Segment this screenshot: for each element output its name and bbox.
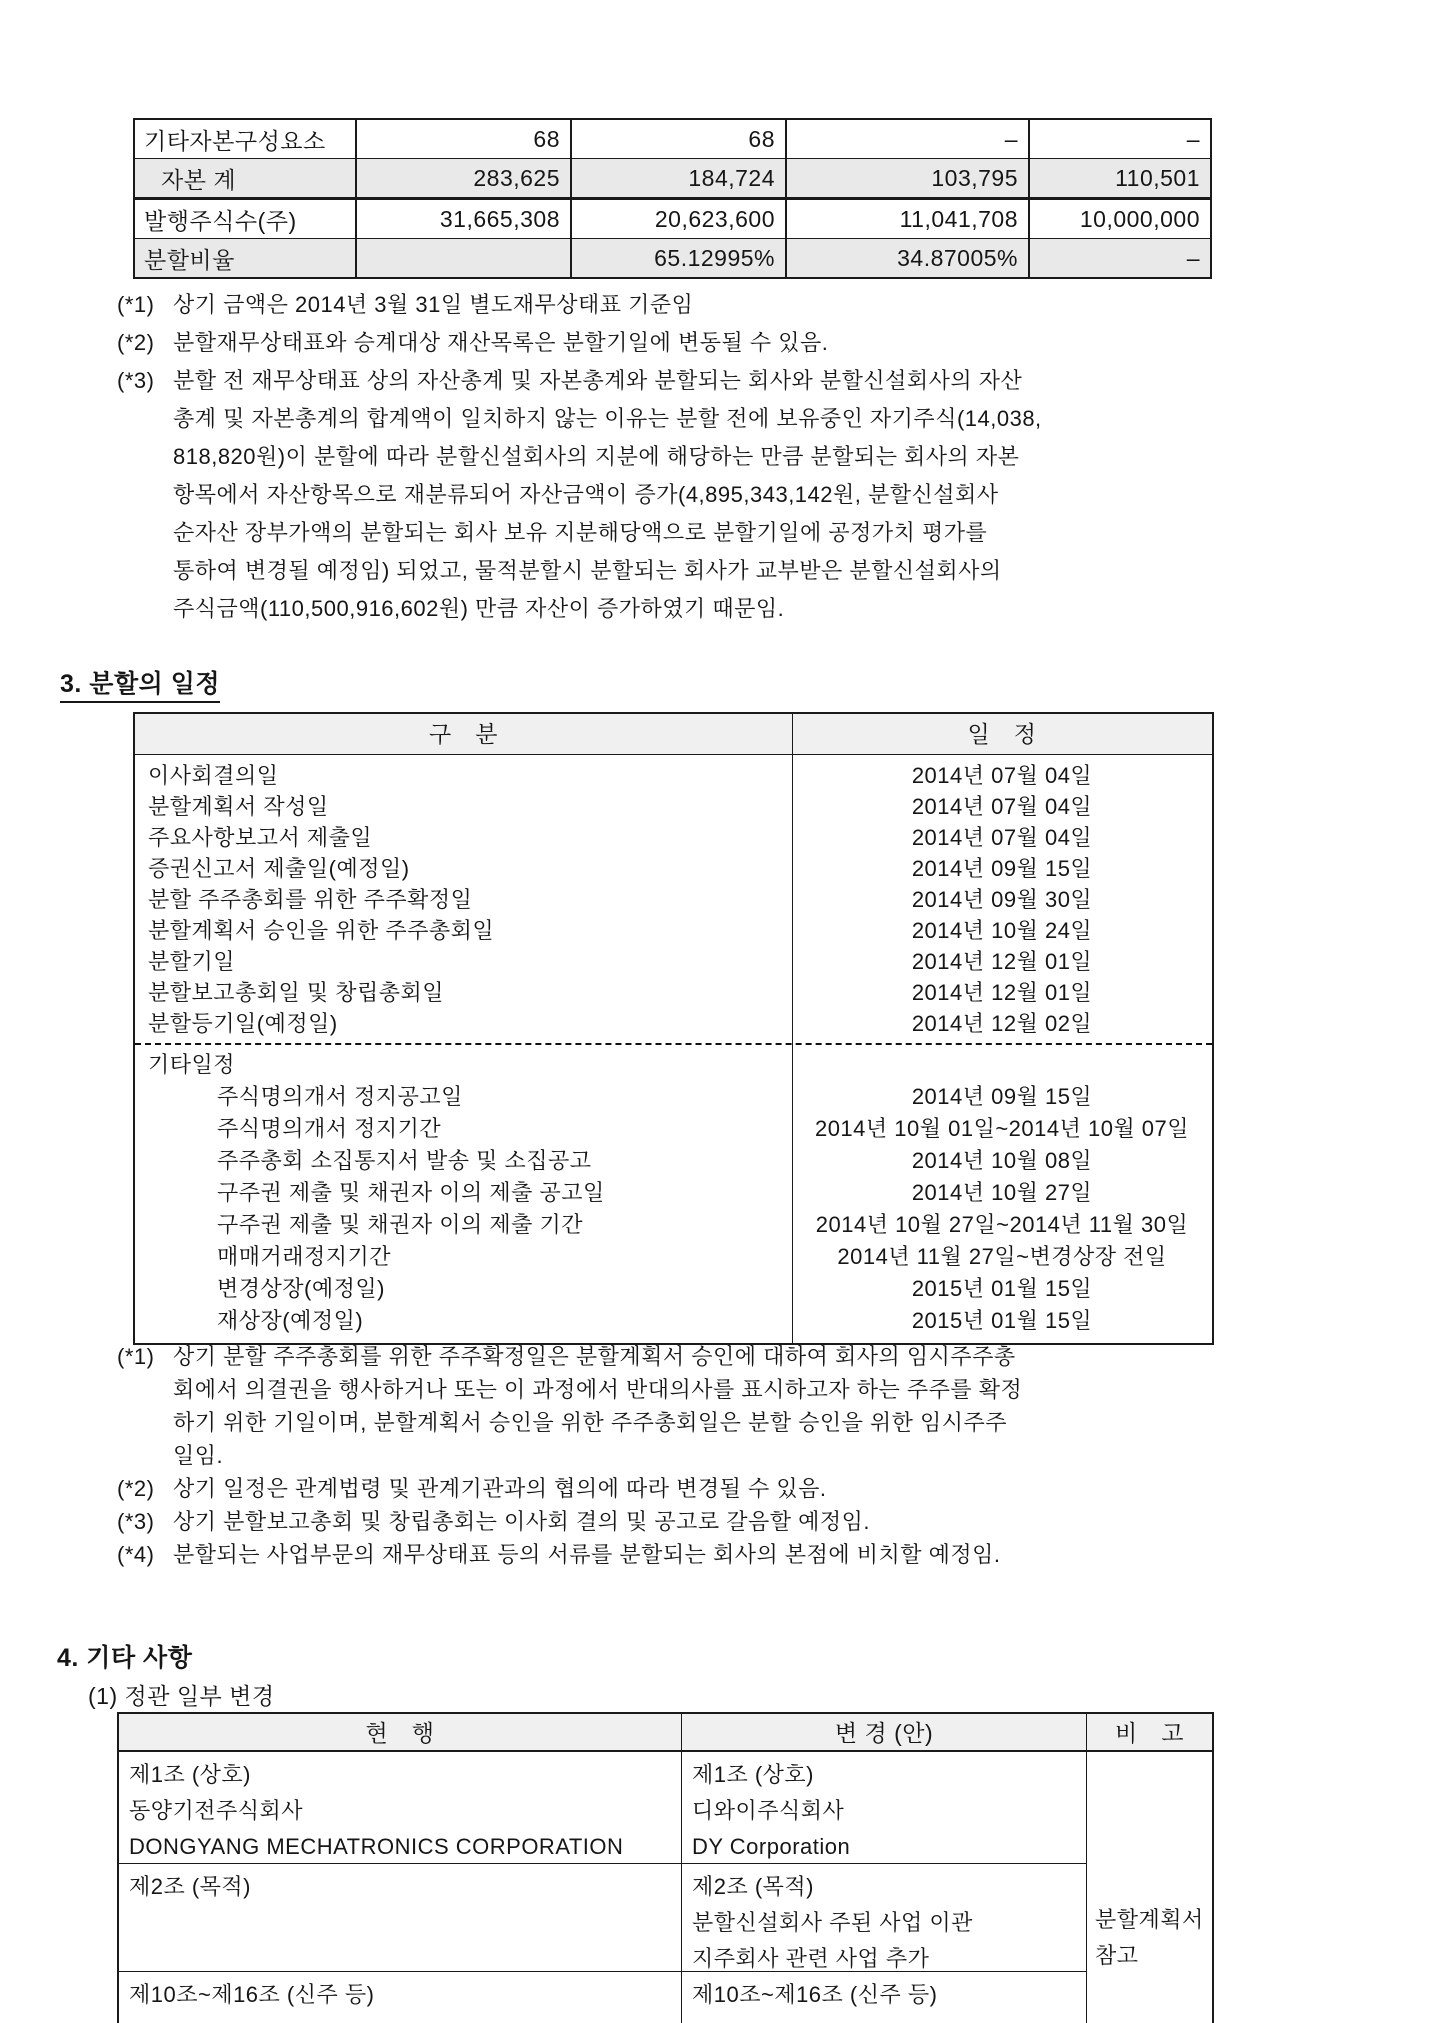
schedule-footnotes — [117, 1340, 1227, 1571]
cell-value: 20,623,600 — [571, 199, 786, 239]
schedule-item-date: 2014년 10월 27일~2014년 11월 30일 — [815, 1212, 1189, 1237]
row-label: 자본 계 — [134, 159, 356, 199]
amend-column-header: 변 경 (안) — [682, 1714, 1087, 1752]
schedule-item-date: 2015년 01월 15일 — [911, 1276, 1093, 1301]
cell-value: 65.12995% — [571, 239, 786, 279]
cell-value: 68 — [571, 119, 786, 159]
amend-changed-cell — [682, 1864, 1087, 1972]
amend-text-line: 제10조~제16조 (신주 등) — [129, 1982, 375, 2007]
amend-note-cell — [1087, 1752, 1212, 2023]
schedule-col-header-date: 일 정 — [967, 721, 1037, 747]
footnote-line: 회에서 의결권을 행사하거나 또는 이 과정에서 반대의사를 표시하고자 하는 주주를 확정 — [173, 1377, 1023, 1402]
footnote-marker: (*2) — [117, 330, 155, 355]
schedule-item-label: 분할계획서 작성일 — [148, 794, 329, 819]
footnote-marker: (*3) — [117, 368, 155, 393]
footnote-text — [173, 1472, 1227, 1505]
row-label: 분할비율 — [134, 239, 356, 279]
footnote-text — [173, 1505, 1227, 1538]
schedule-row — [135, 760, 1212, 791]
footnote-line: 818,820원)이 분할에 따라 분할신설회사의 지분에 해당하는 만큼 분할되는 회사의 자본 — [173, 444, 1020, 469]
schedule-row — [135, 946, 1212, 977]
footnote-text — [173, 362, 1227, 628]
footnote-marker: (*2) — [117, 1476, 155, 1501]
schedule-item-date: 2014년 12월 01일 — [911, 949, 1093, 974]
footnote-item — [117, 1505, 1227, 1538]
schedule-item-date: 2014년 11월 27일~변경상장 전일 — [837, 1244, 1167, 1269]
schedule-item-date: 2014년 12월 01일 — [911, 980, 1093, 1005]
footnote-item — [117, 1472, 1227, 1505]
schedule-row — [135, 915, 1212, 946]
schedule-etc-label: 기타일정 — [148, 1052, 236, 1077]
cell-value: 11,041,708 — [786, 199, 1029, 239]
amend-column-header: 현 행 — [119, 1714, 682, 1752]
schedule-etc-rows — [135, 1081, 1212, 1337]
articles-amendment-table — [117, 1712, 1214, 2023]
footnote-line: 분할재무상태표와 승계대상 재산목록은 분할기일에 변동될 수 있음. — [173, 330, 829, 355]
schedule-item-label: 주주총회 소집통지서 발송 및 소집공고 — [217, 1148, 592, 1173]
amend-text-line: 제10조~제16조 (신주 등) — [692, 1982, 938, 2007]
schedule-row — [135, 1081, 1212, 1113]
cell-value: 103,795 — [786, 159, 1029, 199]
schedule-item-label: 주식명의개서 정지공고일 — [217, 1084, 463, 1109]
schedule-item-label: 분할 주주총회를 위한 주주확정일 — [148, 887, 473, 912]
amend-text-line: 제2조 (목적) — [129, 1874, 252, 1899]
amend-text-line: 제2조 (목적) — [692, 1874, 815, 1899]
footnote-text — [173, 324, 1227, 362]
schedule-row — [135, 1209, 1212, 1241]
cell-value — [356, 239, 571, 279]
schedule-item-date: 2014년 07월 04일 — [911, 763, 1093, 788]
footnote-item — [117, 1340, 1227, 1472]
footnote-line: 통하여 변경될 예정임) 되었고, 물적분할시 분할되는 회사가 교부받은 분할신설회사의 — [173, 558, 1002, 583]
schedule-item-date: 2014년 07월 04일 — [911, 794, 1093, 819]
amend-column-header: 비 고 — [1087, 1714, 1212, 1752]
footnote-line: 하기 위한 기일이며, 분할계획서 승인을 위한 주주총회일은 분할 승인을 위한 임시주주 — [173, 1410, 1008, 1435]
schedule-row — [135, 1145, 1212, 1177]
footnote-item — [117, 1538, 1227, 1571]
schedule-item-date: 2014년 10월 27일 — [911, 1180, 1093, 1205]
capital-table-footnotes — [117, 286, 1227, 628]
division-schedule-table — [133, 712, 1214, 1345]
footnote-marker: (*1) — [117, 292, 155, 317]
amend-current-cell — [119, 1864, 682, 1972]
schedule-item-label: 증권신고서 제출일(예정일) — [148, 856, 410, 881]
footnote-item — [117, 324, 1227, 362]
footnote-line: 상기 분할보고총회 및 창립총회는 이사회 결의 및 공고로 갈음할 예정임. — [173, 1509, 870, 1534]
footnote-line: 분할되는 사업부문의 재무상태표 등의 서류를 분할되는 회사의 본점에 비치할 예정임. — [173, 1542, 1001, 1567]
schedule-item-date: 2014년 10월 08일 — [911, 1148, 1093, 1173]
schedule-item-label: 분할등기일(예정일) — [148, 1011, 338, 1036]
amend-current-cell — [119, 1972, 682, 2023]
schedule-row — [135, 822, 1212, 853]
table-row — [134, 199, 1211, 239]
table-row — [134, 119, 1211, 159]
footnote-line: 일임. — [173, 1443, 224, 1468]
schedule-row — [135, 1008, 1212, 1039]
table-row — [134, 159, 1211, 199]
amend-note-line: 참고 — [1095, 1943, 1139, 1968]
schedule-etc-section — [135, 1043, 1212, 1343]
schedule-item-label: 변경상장(예정일) — [217, 1276, 385, 1301]
amend-text-line: 분할신설회사 주된 사업 이관 — [692, 1910, 973, 1935]
footnote-item — [117, 286, 1227, 324]
schedule-item-date: 2014년 09월 15일 — [911, 1084, 1093, 1109]
table-row — [134, 239, 1211, 279]
cell-value: 31,665,308 — [356, 199, 571, 239]
amend-note-line: 분할계획서 — [1095, 1907, 1204, 1932]
schedule-item-date: 2015년 01월 15일 — [911, 1308, 1093, 1333]
section-3-title: 3. 분할의 일정 — [60, 664, 220, 703]
schedule-col-header-category: 구 분 — [429, 721, 498, 747]
schedule-item-label: 구주권 제출 및 채권자 이의 제출 공고일 — [217, 1180, 605, 1205]
schedule-item-label: 구주권 제출 및 채권자 이의 제출 기간 — [217, 1212, 583, 1237]
schedule-item-date: 2014년 07월 04일 — [911, 825, 1093, 850]
schedule-row — [135, 1113, 1212, 1145]
footnote-item — [117, 362, 1227, 628]
schedule-item-label: 분할보고총회일 및 창립총회일 — [148, 980, 445, 1005]
schedule-row — [135, 1305, 1212, 1337]
footnote-line: 상기 금액은 2014년 3월 31일 별도재무상태표 기준임 — [173, 292, 694, 317]
footnote-line: 항목에서 자산항목으로 재분류되어 자산금액이 증가(4,895,343,142원, 분할신설회사 — [173, 482, 999, 507]
schedule-main-rows — [135, 755, 1212, 1043]
amend-text-line: 지주회사 관련 사업 추가 — [692, 1946, 930, 1971]
amend-changed-cell — [682, 1972, 1087, 2023]
capital-summary-table — [133, 118, 1212, 279]
schedule-item-date: 2014년 09월 15일 — [911, 856, 1093, 881]
schedule-item-label: 분할기일 — [148, 949, 236, 974]
schedule-table-header — [135, 714, 1212, 755]
cell-value: – — [786, 119, 1029, 159]
section-4-title: 4. 기타 사항 — [57, 1644, 193, 1672]
schedule-row — [135, 977, 1212, 1008]
schedule-item-date: 2014년 12월 02일 — [911, 1011, 1093, 1036]
cell-value: – — [1029, 119, 1211, 159]
amend-current-cell — [119, 1752, 682, 1864]
schedule-row — [135, 1177, 1212, 1209]
cell-value: 184,724 — [571, 159, 786, 199]
schedule-item-label: 이사회결의일 — [148, 763, 279, 788]
footnote-line: 순자산 장부가액의 분할되는 회사 보유 지분해당액으로 분할기일에 공정가치 평가를 — [173, 520, 988, 545]
schedule-item-label: 매매거래정지기간 — [217, 1244, 392, 1269]
footnote-marker: (*1) — [117, 1344, 155, 1369]
section-4-subtitle: (1) 정관 일부 변경 — [88, 1683, 275, 1709]
schedule-row — [135, 884, 1212, 915]
schedule-item-label: 분할계획서 승인을 위한 주주총회일 — [148, 918, 495, 943]
schedule-item-date: 2014년 10월 24일 — [911, 918, 1093, 943]
schedule-row — [135, 853, 1212, 884]
footnote-marker: (*4) — [117, 1542, 155, 1567]
row-label: 기타자본구성요소 — [134, 119, 356, 159]
schedule-item-date: 2014년 09월 30일 — [911, 887, 1093, 912]
footnote-text — [173, 1538, 1227, 1571]
footnote-line: 주식금액(110,500,916,602원) 만큼 자산이 증가하였기 때문임. — [173, 596, 785, 621]
amend-text-line: DONGYANG MECHATRONICS CORPORATION — [129, 1834, 624, 1859]
cell-value: 68 — [356, 119, 571, 159]
amend-text-line: 제1조 (상호) — [129, 1762, 252, 1787]
schedule-row — [135, 1273, 1212, 1305]
cell-value: 34.87005% — [786, 239, 1029, 279]
schedule-row — [135, 1241, 1212, 1273]
schedule-item-label: 주요사항보고서 제출일 — [148, 825, 373, 850]
footnote-line: 상기 분할 주주총회를 위한 주주확정일은 분할계획서 승인에 대하여 회사의 임시주주총 — [173, 1344, 1016, 1369]
footnote-line: 분할 전 재무상태표 상의 자산총계 및 자본총계와 분할되는 회사와 분할신설회사의 자산 — [173, 368, 1023, 393]
schedule-row — [135, 791, 1212, 822]
row-label: 발행주식수(주) — [134, 199, 356, 239]
footnote-line: 총계 및 자본총계의 합계액이 일치하지 않는 이유는 분할 전에 보유중인 자기주식(14,038, — [173, 406, 1042, 431]
footnote-text — [173, 286, 1227, 324]
cell-value: 10,000,000 — [1029, 199, 1211, 239]
footnote-text — [173, 1340, 1227, 1472]
schedule-item-label: 재상장(예정일) — [217, 1308, 364, 1333]
amend-text-line: DY Corporation — [692, 1834, 851, 1859]
cell-value: – — [1029, 239, 1211, 279]
amend-text-line: 동양기전주식회사 — [129, 1798, 304, 1823]
schedule-item-label: 주식명의개서 정지기간 — [217, 1116, 442, 1141]
schedule-item-date: 2014년 10월 01일~2014년 10월 07일 — [814, 1116, 1190, 1141]
cell-value: 283,625 — [356, 159, 571, 199]
footnote-marker: (*3) — [117, 1509, 155, 1534]
amend-text-line: 제1조 (상호) — [692, 1762, 815, 1787]
amend-text-line: 디와이주식회사 — [692, 1798, 845, 1823]
cell-value: 110,501 — [1029, 159, 1211, 199]
footnote-line: 상기 일정은 관계법령 및 관계기관과의 협의에 따라 변경될 수 있음. — [173, 1476, 827, 1501]
amend-changed-cell — [682, 1752, 1087, 1864]
